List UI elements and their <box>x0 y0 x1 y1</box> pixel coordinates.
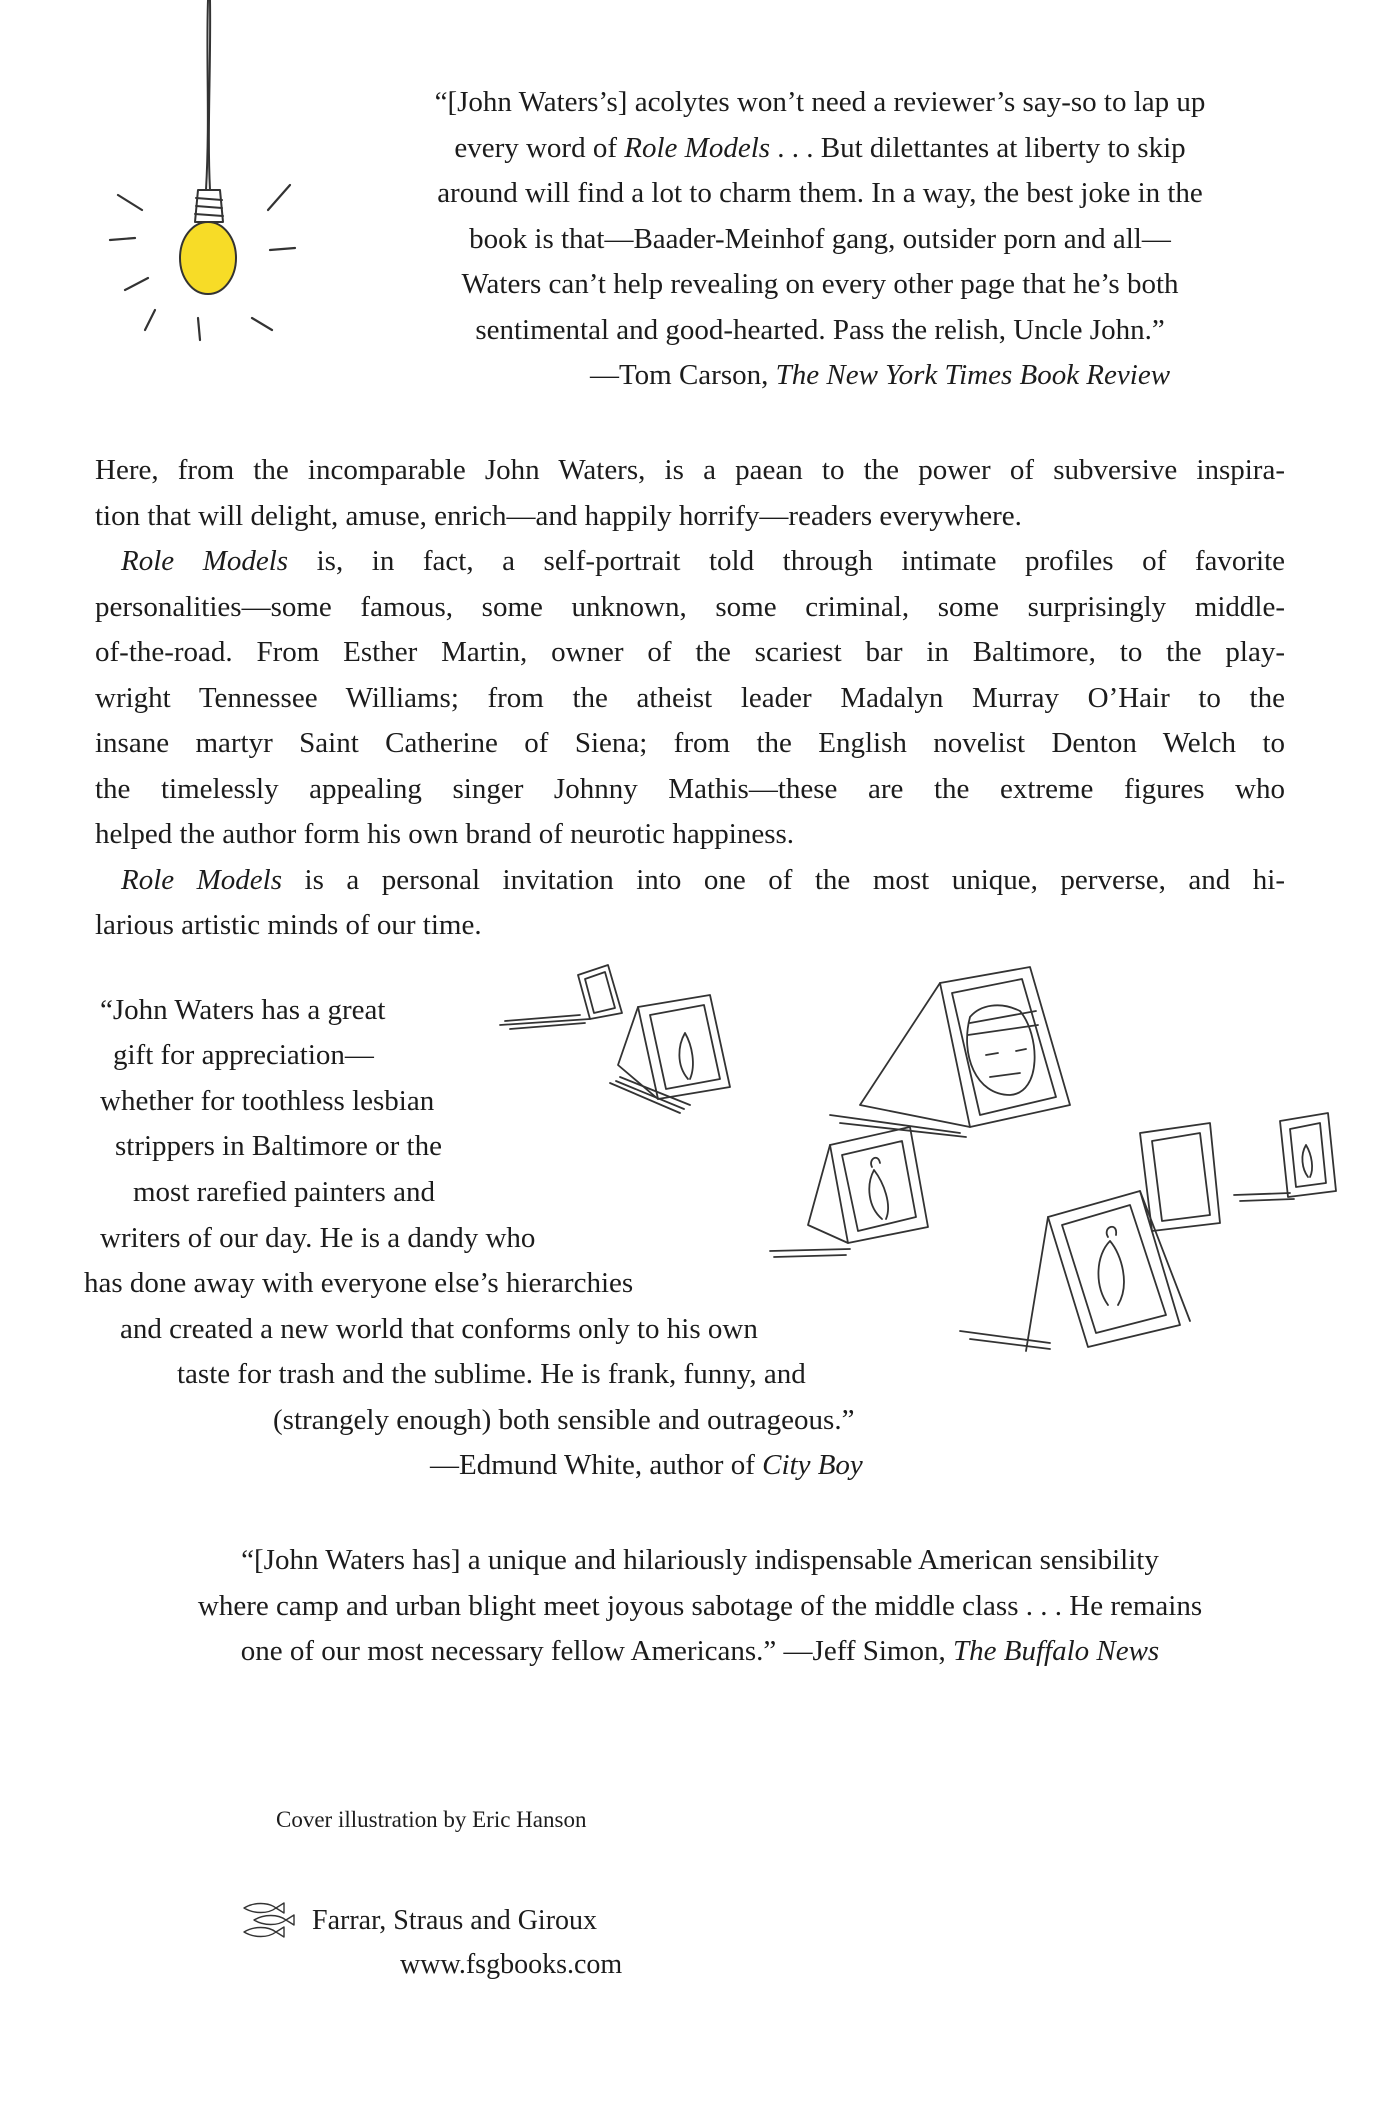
description-line: Here, from the incomparable John Waters, is a paean to the power of subversive inspira- <box>95 454 1285 486</box>
description-line <box>95 858 1285 904</box>
quote-top-line: around will find a lot to charm them. In a way, the best joke in the <box>437 177 1203 209</box>
quote-top-text: every word of <box>454 131 625 164</box>
quote-bottom-line <box>80 1629 1320 1675</box>
publisher-name: Farrar, Straus and Giroux <box>312 1905 598 1936</box>
attribution-source: The Buffalo News <box>952 1635 1160 1667</box>
description-line: the timelessly appealing singer Johnny Mathis—these are the extreme figures who <box>95 772 1285 805</box>
description <box>95 448 1285 949</box>
description-line: larious artistic minds of our time. <box>95 909 482 941</box>
quote-top-line <box>350 126 1290 172</box>
quote-middle-line: most rarefied painters and <box>133 1176 435 1208</box>
quote-middle-attribution <box>430 1443 863 1489</box>
cover-credit: Cover illustration by Eric Hanson <box>276 1807 587 1832</box>
description-line: insane martyr Saint Catherine of Siena; from the English novelist Denton Welch to <box>95 727 1285 759</box>
attribution-name: —Edmund White, author of <box>430 1449 763 1481</box>
book-title: Role Models <box>121 545 289 577</box>
quote-bottom-line: “[John Waters has] a unique and hilariously indispensable American sensibility <box>241 1544 1159 1576</box>
quote-middle <box>0 988 1400 1508</box>
quote-top <box>350 80 1290 399</box>
quote-top-attribution <box>350 353 1290 399</box>
description-line: helped the author form his own brand of neurotic happiness. <box>95 818 795 850</box>
description-line: of-the-road. From Esther Martin, owner of the scariest bar in Baltimore, to the play- <box>95 636 1285 668</box>
quote-top-title: Role Models <box>624 131 771 164</box>
quote-middle-line: (strangely enough) both sensible and outrageous.” <box>273 1404 855 1436</box>
quote-bottom <box>80 1538 1320 1675</box>
quote-bottom-text: one of our most necessary fellow Americans.” —Jeff Simon, <box>240 1635 953 1667</box>
quote-top-text: . . . But dilettantes at liberty to skip <box>770 131 1186 164</box>
quote-middle-line: taste for trash and the sublime. He is frank, funny, and <box>177 1358 806 1390</box>
quote-middle-line: and created a new world that conforms only to his own <box>120 1313 758 1345</box>
quote-top-line: “[John Waters’s] acolytes won’t need a reviewer’s say-so to lap up <box>434 86 1206 118</box>
attribution-source: City Boy <box>762 1449 863 1481</box>
description-line: tion that will delight, amuse, enrich—and happily horrify—readers everywhere. <box>95 499 1022 532</box>
quote-top-line: sentimental and good-hearted. Pass the relish, Uncle John.” <box>475 313 1165 346</box>
fsg-fish-logo-icon <box>240 1900 300 1944</box>
quote-middle-line: strippers in Baltimore or the <box>115 1130 442 1162</box>
description-text: is a personal invitation into one of the most unique, perverse, and hi- <box>282 863 1285 896</box>
book-title: Role Models <box>121 863 283 896</box>
description-line: wright Tennessee Williams; from the atheist leader Madalyn Murray O’Hair to the <box>95 681 1285 714</box>
quote-bottom-line: where camp and urban blight meet joyous sabotage of the middle class . . . He remains <box>197 1589 1203 1622</box>
quote-middle-line: writers of our day. He is a dandy who <box>100 1222 536 1254</box>
quote-top-line: book is that—Baader-Meinhof gang, outsider porn and all— <box>469 222 1171 255</box>
quote-middle-line: whether for toothless lesbian <box>100 1085 435 1117</box>
description-line: personalities—some famous, some unknown, some criminal, some surprisingly middle- <box>95 590 1285 623</box>
attribution-name: —Tom Carson, <box>589 359 776 391</box>
lightbulb-icon <box>80 0 320 360</box>
quote-middle-line: “John Waters has a great <box>100 994 386 1026</box>
quote-middle-line: gift for appreciation— <box>113 1039 374 1071</box>
quote-middle-line: has done away with everyone else’s hierarchies <box>84 1267 634 1299</box>
description-line <box>95 539 1285 585</box>
attribution-source: The New York Times Book Review <box>775 359 1171 391</box>
description-text: is, in fact, a self-portrait told through intimate profiles of favorite <box>288 545 1286 577</box>
quote-top-line: Waters can’t help revealing on every other page that he’s both <box>461 268 1179 300</box>
publisher-website[interactable]: www.fsgbooks.com <box>400 1949 623 1980</box>
